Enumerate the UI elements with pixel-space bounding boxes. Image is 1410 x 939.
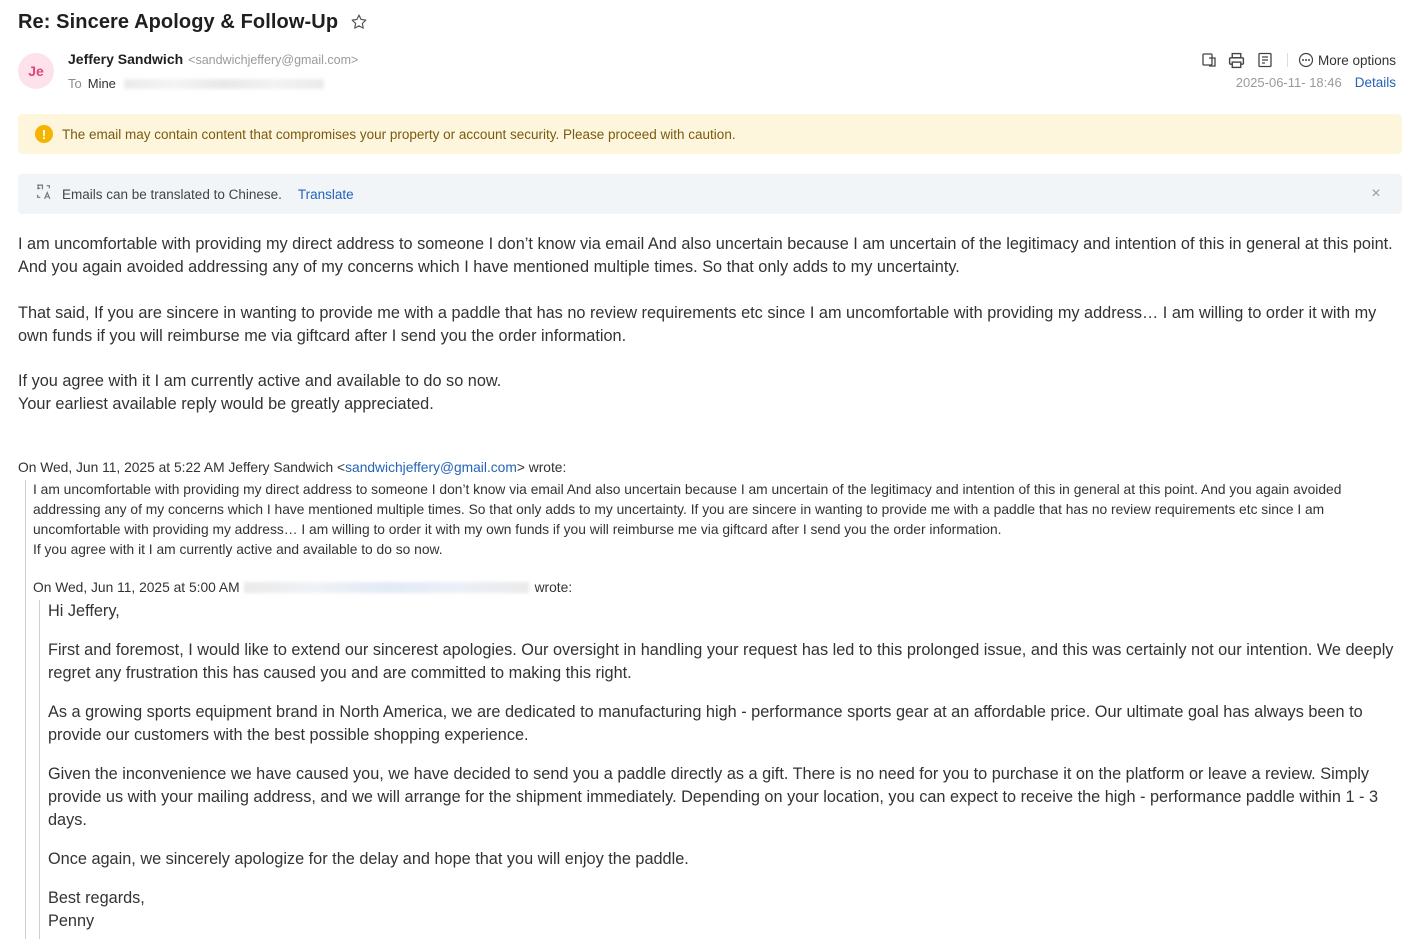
sender-email: <sandwichjeffery@gmail.com>	[188, 53, 359, 67]
quote-sender-email-link[interactable]: sandwichjeffery@gmail.com	[345, 460, 517, 475]
meta-row	[1236, 75, 1396, 90]
email-subject: Re: Sincere Apology & Follow-Up	[18, 10, 339, 33]
open-new-window-icon[interactable]	[1199, 50, 1219, 70]
subject-row	[18, 8, 368, 36]
nested-quoted-message	[39, 600, 1410, 939]
more-options-button[interactable]	[1298, 52, 1396, 68]
quoted-message-text: If you agree with it I am currently active and available to do so now.	[33, 542, 443, 557]
quoted-paragraph: Given the inconvenience we have caused you, we have decided to send you a paddle directly as a gift. There is no need for you to purchase it on the platform or leave a review. Simply provide us with your mailing address, and we will arrange for the shipment immediately. Depending on your location, you can expect to receive the high - performance paddle within 1 - 3 days.	[48, 765, 1379, 829]
to-label: To	[68, 76, 82, 91]
note-icon[interactable]	[1255, 50, 1275, 70]
redacted-recipient-email	[124, 79, 324, 89]
translate-prompt: Emails can be translated to Chinese.	[62, 186, 282, 202]
quoted-paragraph: Once again, we sincerely apologize for the delay and hope that you will enjoy the paddle.	[48, 850, 689, 868]
more-options-label: More options	[1317, 52, 1396, 68]
message-actions	[1191, 50, 1396, 70]
quoted-message-text: I am uncomfortable with providing my direct address to someone I don’t know via email And also uncertain because I am uncertain of the legitimacy and intention of this in general at this point. And you again avoided addressing any of my concerns which I have mentioned multiple times. So that only adds to my uncertainty. If you are sincere in wanting to provide me with a paddle that has no review requirements etc since I am uncomfortable with providing my address… I am willing to order it with my own funds if you will reimburse me via giftcard after I send you the order information.	[33, 482, 1342, 537]
star-icon[interactable]	[350, 13, 368, 31]
print-icon[interactable]	[1227, 50, 1247, 70]
details-link[interactable]: Details	[1354, 75, 1396, 90]
translate-link[interactable]: Translate	[297, 186, 354, 202]
message-paragraph: That said, If you are sincere in wanting to provide me with a paddle that has no review requirements etc since I am uncomfortable with providing my address… I am willing to order it with my own funds if you will reimburse me via giftcard after I send you the order information.	[18, 304, 1377, 345]
quote-header	[18, 460, 566, 475]
message-paragraph: Your earliest available reply would be greatly appreciated.	[18, 395, 434, 413]
translate-icon	[35, 183, 52, 205]
redacted-sender	[244, 582, 529, 593]
quote-header-suffix: > wrote:	[516, 460, 567, 475]
security-warning-banner	[18, 114, 1402, 154]
sender-info	[68, 51, 358, 67]
quoted-signature: Penny	[48, 912, 95, 930]
quoted-closing: Best regards,	[48, 889, 145, 907]
quoted-paragraph: First and foremost, I would like to extend our sincerest apologies. Our oversight in handling your request has led to this prolonged issue, and this was certainly not our intention. We deeply regret any frustration this has caused you and are committed to making this right.	[48, 641, 1394, 682]
recipient-name: Mine	[87, 76, 116, 91]
exclamation-icon: !	[35, 125, 53, 143]
avatar: Je	[18, 53, 54, 89]
sender-name[interactable]: Jeffery Sandwich	[68, 51, 184, 67]
security-warning-text: The email may contain content that compromises your property or account security. Please proceed with caution.	[62, 126, 736, 142]
message-paragraph: I am uncomfortable with providing my direct address to someone I don’t know via email And also uncertain because I am uncertain of the legitimacy and intention of this in general at this point. And you again avoided addressing any of my concerns which I have mentioned multiple times. So that only adds to my uncertainty.	[18, 235, 1393, 276]
nested-quote-header-prefix: On Wed, Jun 11, 2025 at 5:00 AM	[33, 580, 240, 595]
quoted-paragraph: As a growing sports equipment brand in North America, we are dedicated to manufacturing high - performance sports gear at an affordable price. Our ultimate goal has always been to provide our customers with the best possible shopping experience.	[48, 703, 1363, 744]
nested-quote-header	[33, 580, 572, 595]
quoted-greeting: Hi Jeffery,	[48, 602, 120, 620]
more-icon	[1298, 52, 1314, 68]
nested-quote-header-suffix: wrote:	[534, 580, 573, 595]
sent-date: 2025-06-11- 18:46	[1235, 75, 1342, 90]
close-icon[interactable]: ×	[1371, 185, 1381, 202]
message-paragraph: If you agree with it I am currently active and available to do so now.	[18, 372, 502, 390]
toolbar-divider	[1287, 53, 1288, 67]
recipient-row	[68, 76, 324, 91]
quote-header-prefix: On Wed, Jun 11, 2025 at 5:22 AM Jeffery Sandwich <	[18, 460, 346, 475]
translate-banner	[18, 174, 1402, 214]
